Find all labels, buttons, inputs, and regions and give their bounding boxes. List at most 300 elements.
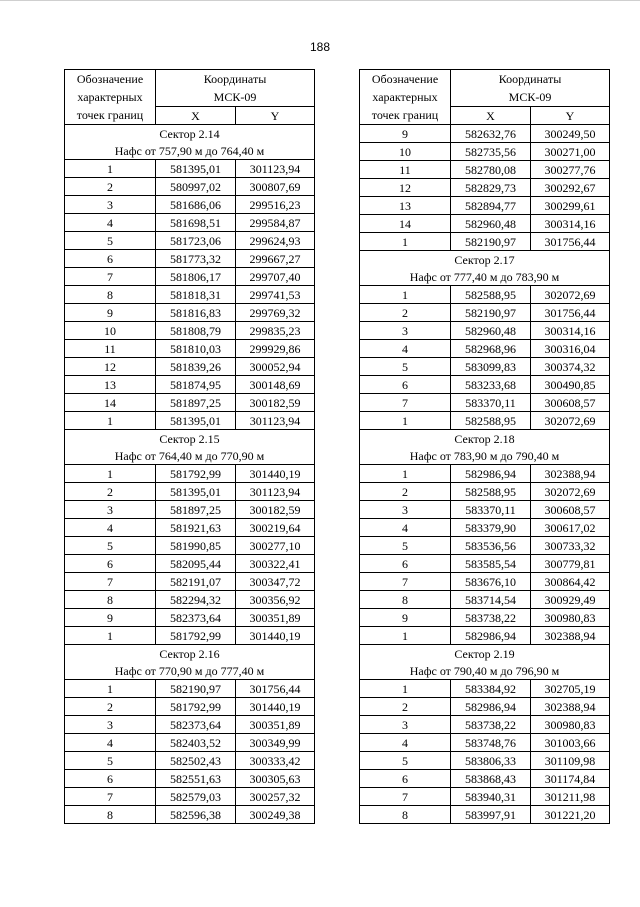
y-coordinate-cell: 299707,40 [236, 268, 315, 286]
point-designation-cell: 10 [360, 143, 451, 161]
height-range-row [360, 447, 610, 465]
height-range-row [360, 268, 610, 286]
y-column-header: Y [236, 107, 315, 125]
x-coordinate-cell: 582502,43 [156, 752, 236, 770]
y-coordinate-cell: 301123,94 [236, 412, 315, 430]
x-coordinate-cell: 583748,76 [451, 734, 531, 752]
x-coordinate-cell: 582986,94 [451, 465, 531, 483]
y-coordinate-cell: 300314,16 [531, 322, 610, 340]
point-designation-cell: 6 [65, 555, 156, 573]
x-coordinate-cell: 582551,63 [156, 770, 236, 788]
x-coordinate-cell: 582373,64 [156, 716, 236, 734]
x-coordinate-cell: 581395,01 [156, 412, 236, 430]
point-designation-cell: 1 [360, 465, 451, 483]
point-designation-cell: 7 [65, 788, 156, 806]
table-row [360, 573, 610, 591]
x-coordinate-cell: 582190,97 [451, 233, 531, 251]
point-designation-cell: 1 [360, 286, 451, 304]
table-row [360, 322, 610, 340]
sector-title-row [65, 645, 315, 663]
x-coordinate-cell: 582588,95 [451, 412, 531, 430]
point-designation-cell: 8 [360, 591, 451, 609]
height-range-cell: Нафс от 764,40 м до 770,90 м [65, 447, 315, 465]
x-coordinate-cell: 582373,64 [156, 609, 236, 627]
y-coordinate-cell: 300608,57 [531, 394, 610, 412]
table-row [65, 483, 315, 501]
table-row [360, 358, 610, 376]
designation-header-line: точек границ [371, 108, 439, 122]
y-coordinate-cell: 300148,69 [236, 376, 315, 394]
page-top-edge [0, 0, 640, 1]
point-designation-cell: 8 [360, 806, 451, 824]
point-designation-cell: 2 [65, 698, 156, 716]
point-designation-cell: 1 [360, 412, 451, 430]
y-coordinate-cell: 300356,92 [236, 591, 315, 609]
point-designation-cell: 3 [360, 501, 451, 519]
table-body [360, 125, 610, 824]
x-coordinate-cell: 583738,22 [451, 716, 531, 734]
y-coordinate-cell: 301123,94 [236, 483, 315, 501]
height-range-cell: Нафс от 777,40 м до 783,90 м [360, 268, 610, 286]
point-designation-cell: 7 [65, 268, 156, 286]
point-designation-cell: 5 [360, 537, 451, 555]
y-coordinate-cell: 302388,94 [531, 465, 610, 483]
point-designation-cell: 14 [360, 215, 451, 233]
table-row [360, 161, 610, 179]
x-coordinate-cell: 581897,25 [156, 501, 236, 519]
coordinates-header [156, 70, 315, 107]
x-coordinate-cell: 582986,94 [451, 627, 531, 645]
point-designation-cell: 6 [65, 770, 156, 788]
x-coordinate-cell: 582190,97 [451, 304, 531, 322]
sector-title-row [360, 251, 610, 269]
table-row [360, 770, 610, 788]
x-coordinate-cell: 581792,99 [156, 465, 236, 483]
y-coordinate-cell: 301756,44 [236, 680, 315, 698]
point-designation-cell: 1 [360, 680, 451, 698]
x-coordinate-cell: 582960,48 [451, 215, 531, 233]
x-coordinate-cell: 582960,48 [451, 322, 531, 340]
point-designation-cell: 3 [360, 322, 451, 340]
table-row [65, 627, 315, 645]
table-row [65, 609, 315, 627]
x-coordinate-cell: 581874,95 [156, 376, 236, 394]
point-designation-cell: 2 [65, 178, 156, 196]
point-designation-cell: 12 [360, 179, 451, 197]
point-designation-cell: 9 [65, 609, 156, 627]
x-coordinate-cell: 582986,94 [451, 698, 531, 716]
x-coordinate-cell: 583940,31 [451, 788, 531, 806]
y-coordinate-cell: 300980,83 [531, 609, 610, 627]
x-coordinate-cell: 581395,01 [156, 483, 236, 501]
x-coordinate-cell: 583379,90 [451, 519, 531, 537]
table-row [360, 716, 610, 734]
table-row [65, 358, 315, 376]
point-designation-cell: 6 [360, 376, 451, 394]
table-row [65, 555, 315, 573]
table-row [65, 698, 315, 716]
point-designation-cell: 7 [360, 573, 451, 591]
table-row [360, 376, 610, 394]
table-row [65, 537, 315, 555]
point-designation-cell: 4 [360, 734, 451, 752]
point-designation-cell: 1 [65, 627, 156, 645]
point-designation-cell: 1 [65, 412, 156, 430]
y-coordinate-cell: 301221,20 [531, 806, 610, 824]
x-column-header: X [156, 107, 236, 125]
y-coordinate-cell: 301109,98 [531, 752, 610, 770]
y-coordinate-cell: 300733,32 [531, 537, 610, 555]
point-designation-cell: 1 [65, 465, 156, 483]
table-row [65, 340, 315, 358]
table-row [360, 609, 610, 627]
designation-header [65, 70, 156, 125]
point-designation-cell: 10 [65, 322, 156, 340]
table-row [360, 537, 610, 555]
point-designation-cell: 8 [65, 591, 156, 609]
y-coordinate-cell: 300277,10 [236, 537, 315, 555]
coordinates-table-left [64, 69, 315, 824]
y-coordinate-cell: 299835,23 [236, 322, 315, 340]
height-range-cell: Нафс от 770,90 м до 777,40 м [65, 662, 315, 680]
x-coordinate-cell: 582588,95 [451, 286, 531, 304]
x-coordinate-cell: 583384,92 [451, 680, 531, 698]
point-designation-cell: 14 [65, 394, 156, 412]
table-row [65, 806, 315, 824]
y-coordinate-cell: 301440,19 [236, 465, 315, 483]
y-coordinate-cell: 301756,44 [531, 233, 610, 251]
point-designation-cell: 11 [65, 340, 156, 358]
x-coordinate-cell: 581921,63 [156, 519, 236, 537]
table-row [65, 734, 315, 752]
point-designation-cell: 1 [65, 160, 156, 178]
y-coordinate-cell: 299624,93 [236, 232, 315, 250]
point-designation-cell: 2 [65, 483, 156, 501]
sector-title-row [360, 645, 610, 663]
table-header [360, 70, 610, 125]
height-range-cell: Нафс от 790,40 м до 796,90 м [360, 662, 610, 680]
point-designation-cell: 9 [360, 609, 451, 627]
table-row [65, 178, 315, 196]
table-row [360, 394, 610, 412]
x-coordinate-cell: 582968,96 [451, 340, 531, 358]
table-row [65, 286, 315, 304]
x-column-header: X [451, 107, 531, 125]
y-coordinate-cell: 300980,83 [531, 716, 610, 734]
sector-title-cell: Сектор 2.18 [360, 430, 610, 448]
table-row [360, 286, 610, 304]
height-range-row [360, 662, 610, 680]
x-coordinate-cell: 582095,44 [156, 555, 236, 573]
point-designation-cell: 2 [360, 483, 451, 501]
point-designation-cell: 13 [65, 376, 156, 394]
sector-title-cell: Сектор 2.17 [360, 251, 610, 269]
sector-title-cell: Сектор 2.15 [65, 430, 315, 448]
point-designation-cell: 3 [65, 716, 156, 734]
designation-header-line: характерных [372, 90, 438, 104]
sector-title-row [65, 430, 315, 448]
point-designation-cell: 2 [360, 698, 451, 716]
point-designation-cell: 1 [360, 233, 451, 251]
point-designation-cell: 6 [360, 555, 451, 573]
y-coordinate-cell: 301440,19 [236, 698, 315, 716]
point-designation-cell: 1 [360, 627, 451, 645]
sector-title-cell: Сектор 2.14 [65, 125, 315, 143]
x-coordinate-cell: 582596,38 [156, 806, 236, 824]
table-row [65, 788, 315, 806]
point-designation-cell: 8 [65, 286, 156, 304]
x-coordinate-cell: 581810,03 [156, 340, 236, 358]
x-coordinate-cell: 582588,95 [451, 483, 531, 501]
point-designation-cell: 5 [65, 752, 156, 770]
point-designation-cell: 3 [65, 501, 156, 519]
x-coordinate-cell: 580997,02 [156, 178, 236, 196]
y-coordinate-cell: 300351,89 [236, 609, 315, 627]
x-coordinate-cell: 581686,06 [156, 196, 236, 214]
point-designation-cell: 7 [65, 573, 156, 591]
y-coordinate-cell: 301440,19 [236, 627, 315, 645]
table-row [65, 196, 315, 214]
y-coordinate-cell: 300617,02 [531, 519, 610, 537]
point-designation-cell: 6 [65, 250, 156, 268]
point-designation-cell: 13 [360, 197, 451, 215]
y-coordinate-cell: 299769,32 [236, 304, 315, 322]
table-row [65, 268, 315, 286]
table-row [65, 770, 315, 788]
point-designation-cell: 5 [360, 358, 451, 376]
y-coordinate-cell: 299516,23 [236, 196, 315, 214]
point-designation-cell: 1 [65, 680, 156, 698]
x-coordinate-cell: 581792,99 [156, 627, 236, 645]
height-range-row [65, 142, 315, 160]
table-row [65, 573, 315, 591]
x-coordinate-cell: 583676,10 [451, 573, 531, 591]
x-coordinate-cell: 583738,22 [451, 609, 531, 627]
x-coordinate-cell: 582894,77 [451, 197, 531, 215]
x-coordinate-cell: 581897,25 [156, 394, 236, 412]
x-coordinate-cell: 581698,51 [156, 214, 236, 232]
y-coordinate-cell: 300929,49 [531, 591, 610, 609]
table-header [65, 70, 315, 125]
x-coordinate-cell: 582403,52 [156, 734, 236, 752]
point-designation-cell: 9 [65, 304, 156, 322]
table-row [65, 376, 315, 394]
coordinates-header-line: МСК-09 [213, 90, 257, 104]
table-row [360, 465, 610, 483]
y-coordinate-cell: 301123,94 [236, 160, 315, 178]
table-row [65, 752, 315, 770]
y-coordinate-cell: 300608,57 [531, 501, 610, 519]
table-row [65, 412, 315, 430]
y-coordinate-cell: 302388,94 [531, 698, 610, 716]
x-coordinate-cell: 581816,83 [156, 304, 236, 322]
table-row [360, 680, 610, 698]
x-coordinate-cell: 582191,07 [156, 573, 236, 591]
y-coordinate-cell: 299741,53 [236, 286, 315, 304]
table-row [65, 232, 315, 250]
point-designation-cell: 12 [65, 358, 156, 376]
designation-header-line: Обозначение [76, 72, 144, 86]
table-row [65, 501, 315, 519]
designation-header [360, 70, 451, 125]
x-coordinate-cell: 581806,17 [156, 268, 236, 286]
x-coordinate-cell: 582190,97 [156, 680, 236, 698]
y-coordinate-cell: 299929,86 [236, 340, 315, 358]
y-coordinate-cell: 302072,69 [531, 483, 610, 501]
x-coordinate-cell: 582579,03 [156, 788, 236, 806]
table-row [65, 716, 315, 734]
x-coordinate-cell: 582735,56 [451, 143, 531, 161]
y-coordinate-cell: 300182,59 [236, 394, 315, 412]
point-designation-cell: 8 [65, 806, 156, 824]
point-designation-cell: 4 [65, 734, 156, 752]
x-coordinate-cell: 581773,32 [156, 250, 236, 268]
coordinates-header-line: МСК-09 [508, 90, 552, 104]
table-row [360, 215, 610, 233]
point-designation-cell: 2 [360, 304, 451, 322]
x-coordinate-cell: 583536,56 [451, 537, 531, 555]
x-coordinate-cell: 583370,11 [451, 501, 531, 519]
x-coordinate-cell: 582780,08 [451, 161, 531, 179]
table-row [360, 752, 610, 770]
coordinates-table-right [359, 69, 610, 824]
table-row [360, 698, 610, 716]
sector-title-cell: Сектор 2.19 [360, 645, 610, 663]
y-coordinate-cell: 300351,89 [236, 716, 315, 734]
x-coordinate-cell: 583997,91 [451, 806, 531, 824]
x-coordinate-cell: 583714,54 [451, 591, 531, 609]
table-row [360, 555, 610, 573]
y-coordinate-cell: 300349,99 [236, 734, 315, 752]
y-coordinate-cell: 299667,27 [236, 250, 315, 268]
height-range-row [65, 447, 315, 465]
x-coordinate-cell: 582294,32 [156, 591, 236, 609]
y-coordinate-cell: 301211,98 [531, 788, 610, 806]
y-coordinate-cell: 300299,61 [531, 197, 610, 215]
y-coordinate-cell: 300333,42 [236, 752, 315, 770]
y-coordinate-cell: 300316,04 [531, 340, 610, 358]
table-row [360, 501, 610, 519]
designation-header-line: характерных [77, 90, 143, 104]
table-row [65, 214, 315, 232]
table-row [360, 519, 610, 537]
table-row [360, 806, 610, 824]
sector-title-cell: Сектор 2.16 [65, 645, 315, 663]
y-coordinate-cell: 300219,64 [236, 519, 315, 537]
y-coordinate-cell: 300292,67 [531, 179, 610, 197]
height-range-cell: Нафс от 757,90 м до 764,40 м [65, 142, 315, 160]
table-row [360, 483, 610, 501]
x-coordinate-cell: 583868,43 [451, 770, 531, 788]
table-body [65, 125, 315, 824]
y-coordinate-cell: 300249,50 [531, 125, 610, 143]
table-row [65, 680, 315, 698]
y-coordinate-cell: 300182,59 [236, 501, 315, 519]
table-row [360, 591, 610, 609]
table-row [360, 143, 610, 161]
x-coordinate-cell: 583585,54 [451, 555, 531, 573]
y-coordinate-cell: 300277,76 [531, 161, 610, 179]
table-row [360, 340, 610, 358]
y-coordinate-cell: 300314,16 [531, 215, 610, 233]
coordinates-header-line: Координаты [498, 72, 562, 86]
table-row [360, 734, 610, 752]
x-coordinate-cell: 581818,31 [156, 286, 236, 304]
y-coordinate-cell: 300779,81 [531, 555, 610, 573]
point-designation-cell: 4 [360, 519, 451, 537]
designation-header-line: точек границ [76, 108, 144, 122]
point-designation-cell: 5 [65, 232, 156, 250]
y-coordinate-cell: 300305,63 [236, 770, 315, 788]
point-designation-cell: 3 [65, 196, 156, 214]
table-row [65, 160, 315, 178]
y-coordinate-cell: 300249,38 [236, 806, 315, 824]
y-coordinate-cell: 300347,72 [236, 573, 315, 591]
x-coordinate-cell: 581723,06 [156, 232, 236, 250]
x-coordinate-cell: 581990,85 [156, 537, 236, 555]
y-coordinate-cell: 300864,42 [531, 573, 610, 591]
table-row [65, 591, 315, 609]
point-designation-cell: 4 [65, 519, 156, 537]
y-coordinate-cell: 302072,69 [531, 286, 610, 304]
sector-title-row [360, 430, 610, 448]
table-row [360, 627, 610, 645]
sector-title-row [65, 125, 315, 143]
x-coordinate-cell: 583370,11 [451, 394, 531, 412]
coordinates-header-line: Координаты [203, 72, 267, 86]
table-row [65, 250, 315, 268]
designation-header-line: Обозначение [371, 72, 439, 86]
page-number: 188 [309, 40, 331, 54]
y-coordinate-cell: 302072,69 [531, 412, 610, 430]
y-coordinate-cell: 302388,94 [531, 627, 610, 645]
point-designation-cell: 11 [360, 161, 451, 179]
y-coordinate-cell: 301003,66 [531, 734, 610, 752]
table-row [65, 394, 315, 412]
y-coordinate-cell: 300052,94 [236, 358, 315, 376]
table-row [360, 125, 610, 143]
point-designation-cell: 5 [65, 537, 156, 555]
y-coordinate-cell: 300322,41 [236, 555, 315, 573]
table-row [360, 233, 610, 251]
x-coordinate-cell: 583099,83 [451, 358, 531, 376]
point-designation-cell: 5 [360, 752, 451, 770]
x-coordinate-cell: 582829,73 [451, 179, 531, 197]
y-coordinate-cell: 300807,69 [236, 178, 315, 196]
table-row [65, 519, 315, 537]
x-coordinate-cell: 583806,33 [451, 752, 531, 770]
y-coordinate-cell: 300271,00 [531, 143, 610, 161]
x-coordinate-cell: 581808,79 [156, 322, 236, 340]
height-range-row [65, 662, 315, 680]
point-designation-cell: 7 [360, 394, 451, 412]
table-row [65, 322, 315, 340]
y-coordinate-cell: 300374,32 [531, 358, 610, 376]
table-row [65, 304, 315, 322]
table-row [360, 788, 610, 806]
y-coordinate-cell: 299584,87 [236, 214, 315, 232]
point-designation-cell: 4 [360, 340, 451, 358]
y-coordinate-cell: 302705,19 [531, 680, 610, 698]
y-coordinate-cell: 300257,32 [236, 788, 315, 806]
table-row [360, 304, 610, 322]
point-designation-cell: 7 [360, 788, 451, 806]
x-coordinate-cell: 582632,76 [451, 125, 531, 143]
x-coordinate-cell: 583233,68 [451, 376, 531, 394]
y-coordinate-cell: 301756,44 [531, 304, 610, 322]
height-range-cell: Нафс от 783,90 м до 790,40 м [360, 447, 610, 465]
x-coordinate-cell: 581792,99 [156, 698, 236, 716]
